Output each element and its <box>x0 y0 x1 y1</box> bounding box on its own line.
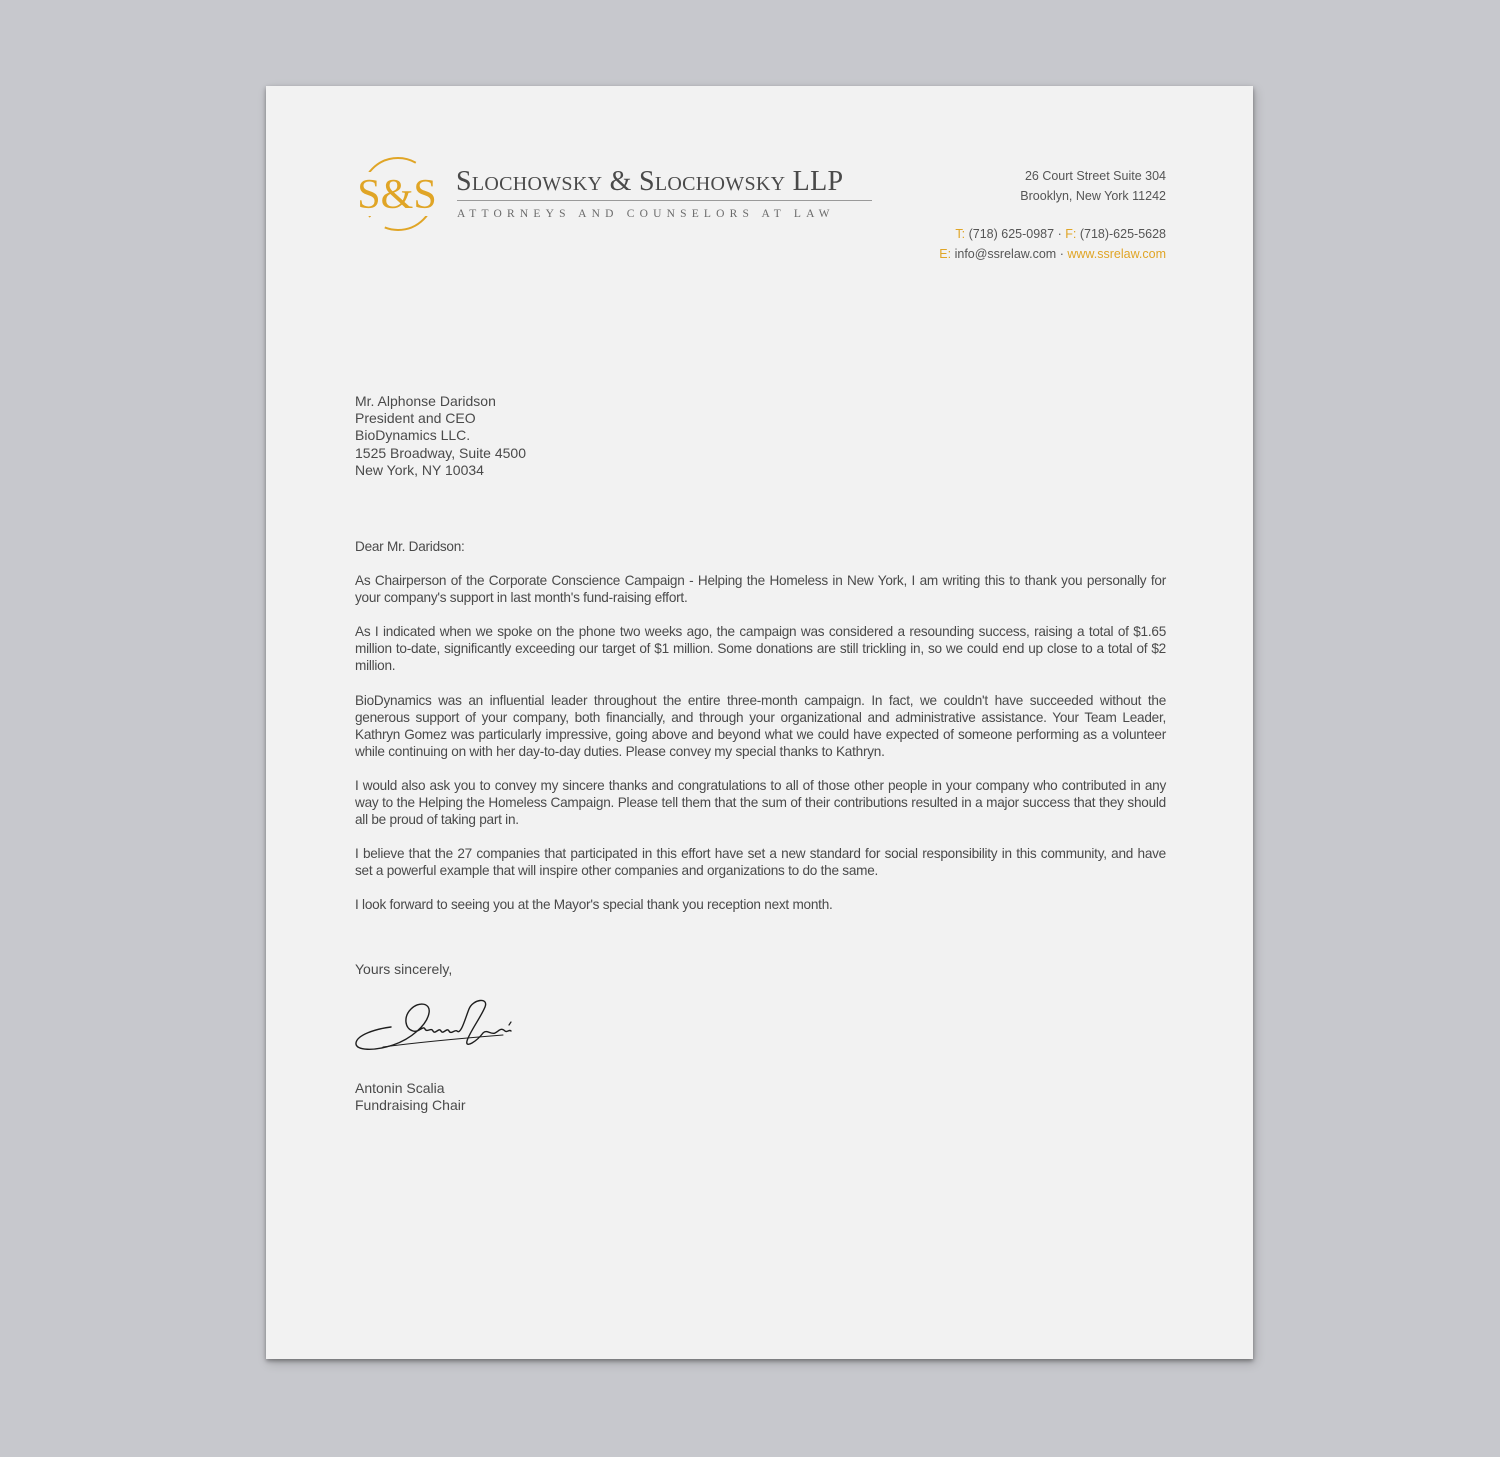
address-line1: 26 Court Street Suite 304 <box>1024 169 1166 183</box>
recipient-city: New York, NY 10034 <box>355 461 484 478</box>
website-link: www.ssrelaw.com <box>1067 246 1166 261</box>
body-paragraph: I would also ask you to convey my sincere thanks and congratulations to all of those other people in your company who contributed in any way to the Helping the Homeless Campaign. Please tell them that the sum of their contributions resulted in a major success that they should all be proud of taking part in. <box>355 777 1166 828</box>
letter-sheet <box>266 86 1253 1359</box>
fax-number: (718)-625-5628 <box>1079 227 1166 241</box>
closing: Yours sincerely, <box>355 961 453 977</box>
signer-title: Fundraising Chair <box>355 1097 466 1114</box>
email-web-line <box>939 245 1166 265</box>
handwritten-signature <box>353 989 523 1067</box>
signer-block <box>355 1080 466 1114</box>
firm-name: Slochowsky & Slochowsky LLP <box>456 166 844 197</box>
contact-separator: · <box>1059 246 1064 261</box>
body-paragraph: As I indicated when we spoke on the phone two weeks ago, the campaign was considered a resounding success, raising a total of $1.65 million to-date, significantly exceeding our target of $1 million. Some donations are still trickling in, so we could end up close to a total of $2 million. <box>355 624 1166 674</box>
recipient-company: BioDynamics LLC. <box>355 427 471 444</box>
phone-fax-line <box>939 225 1166 245</box>
phone-label: T: <box>955 227 966 241</box>
logo-monogram: S&S <box>357 172 437 218</box>
letter-body <box>355 538 1166 931</box>
recipient-name: Mr. Alphonse Daridson <box>355 393 496 409</box>
salutation: Dear Mr. Daridson: <box>355 539 465 554</box>
firm-logo-mark <box>354 154 440 234</box>
body-paragraph: As Chairperson of the Corporate Conscience Campaign - Helping the Homeless in New York, I am writing this to thank you personally for your company's support in last month's fund-raising effort. <box>355 573 1166 606</box>
signature-icon <box>353 989 523 1067</box>
body-paragraph: BioDynamics was an influential leader throughout the entire three-month campaign. In fact, we couldn't have succeeded without the generous support of your company, both financially, and through your organizational and administrative assistance. Your Team Leader, Kathryn Gomez was particularly impressive, going above and beyond what we could have expected of someone performing as a volunteer while continuing on with her day-to-day duties. Please convey my special thanks to Kathryn. <box>355 692 1166 759</box>
address-line2: Brooklyn, New York 11242 <box>1020 188 1166 203</box>
recipient-address-block <box>355 393 526 479</box>
signer-name: Antonin Scalia <box>355 1080 445 1096</box>
firm-name-divider <box>457 200 872 201</box>
email-label: E: <box>939 246 952 261</box>
body-paragraph: I look forward to seeing you at the Mayor's special thank you reception next month. <box>355 897 833 913</box>
firm-logo <box>354 154 440 234</box>
email-address: info@ssrelaw.com <box>954 246 1057 261</box>
body-paragraph: I believe that the 27 companies that participated in this effort have set a new standard for social responsibility in this community, and have set a powerful example that will inspire other companies and organizations to do the same. <box>355 846 1166 879</box>
firm-tagline: ATTORNEYS AND COUNSELORS AT LAW <box>457 208 835 220</box>
recipient-title: President and CEO <box>355 410 476 427</box>
fax-label: F: <box>1065 227 1077 241</box>
phone-number: (718) 625-0987 <box>968 227 1055 241</box>
recipient-street: 1525 Broadway, Suite 4500 <box>355 444 526 461</box>
contact-block <box>939 167 1166 264</box>
contact-separator: · <box>1057 227 1062 241</box>
